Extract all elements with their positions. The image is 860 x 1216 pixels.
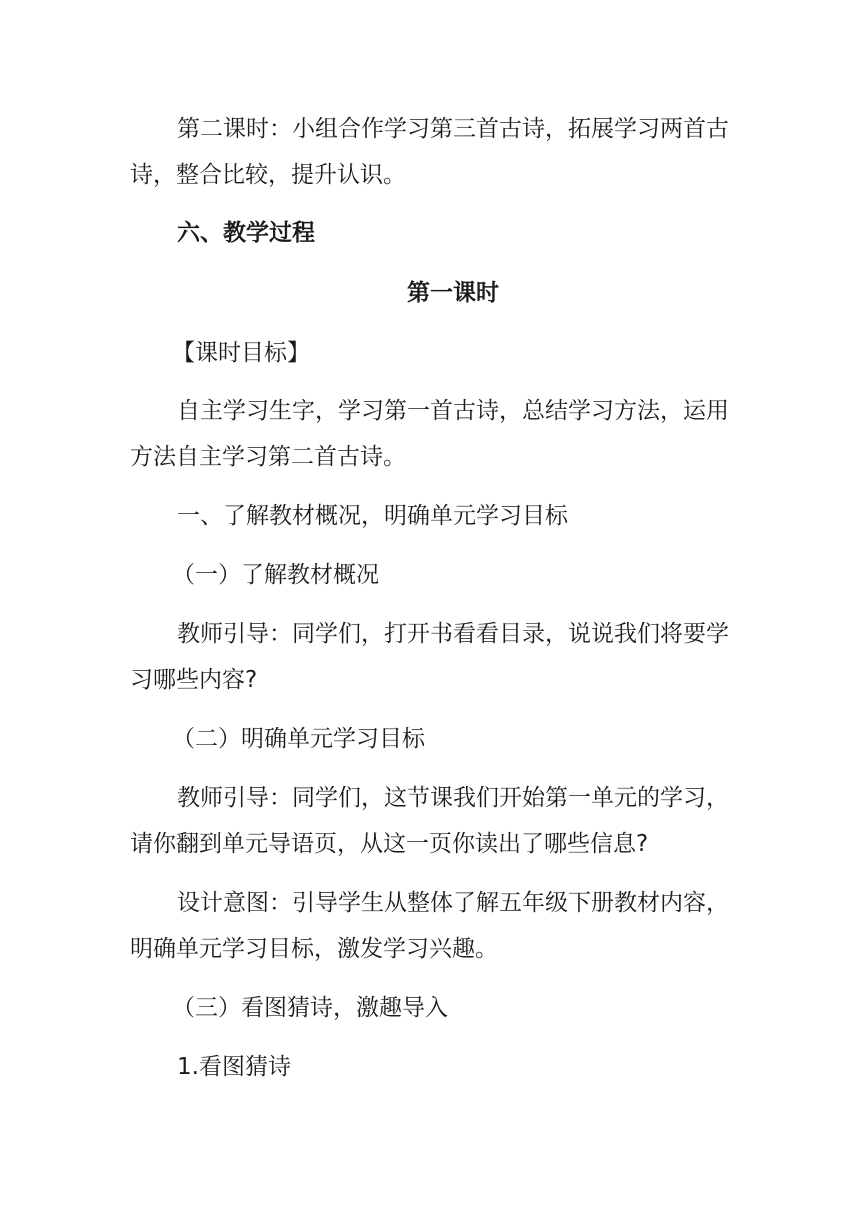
lesson-title: 第一课时 [407,280,499,306]
item-one-heading: 1.看图猜诗 [177,1054,291,1080]
subsection-two-heading: （二）明确单元学习目标 [172,726,425,752]
subsection-three-heading: （三）看图猜诗，激趣导入 [172,995,448,1021]
paragraph-second-lesson-line1: 第二课时：小组合作学习第三首古诗，拓展学习两首古 [177,116,729,142]
lesson-goal-line1: 自主学习生字，学习第一首古诗，总结学习方法，运用 [177,398,729,424]
teacher-guide-one-line2: 习哪些内容? [130,667,258,693]
lesson-goal-label: 【课时目标】 [172,340,310,366]
teacher-guide-two-line2: 请你翻到单元导语页，从这一页你读出了哪些信息? [130,831,649,857]
paragraph-second-lesson-line2: 诗，整合比较，提升认识。 [130,162,406,188]
design-intent-line2: 明确单元学习目标，激发学习兴趣。 [130,936,498,962]
lesson-goal-line2: 方法自主学习第二首古诗。 [130,444,406,470]
design-intent-line1: 设计意图：引导学生从整体了解五年级下册教材内容， [177,890,729,916]
subsection-one-heading: （一）了解教材概况 [172,562,379,588]
section-heading-teaching-process: 六、教学过程 [177,220,315,246]
part-one-heading: 一、了解教材概况，明确单元学习目标 [177,503,568,529]
teacher-guide-two-line1: 教师引导：同学们，这节课我们开始第一单元的学习， [177,785,729,811]
teacher-guide-one-line1: 教师引导：同学们，打开书看看目录，说说我们将要学 [177,621,729,647]
